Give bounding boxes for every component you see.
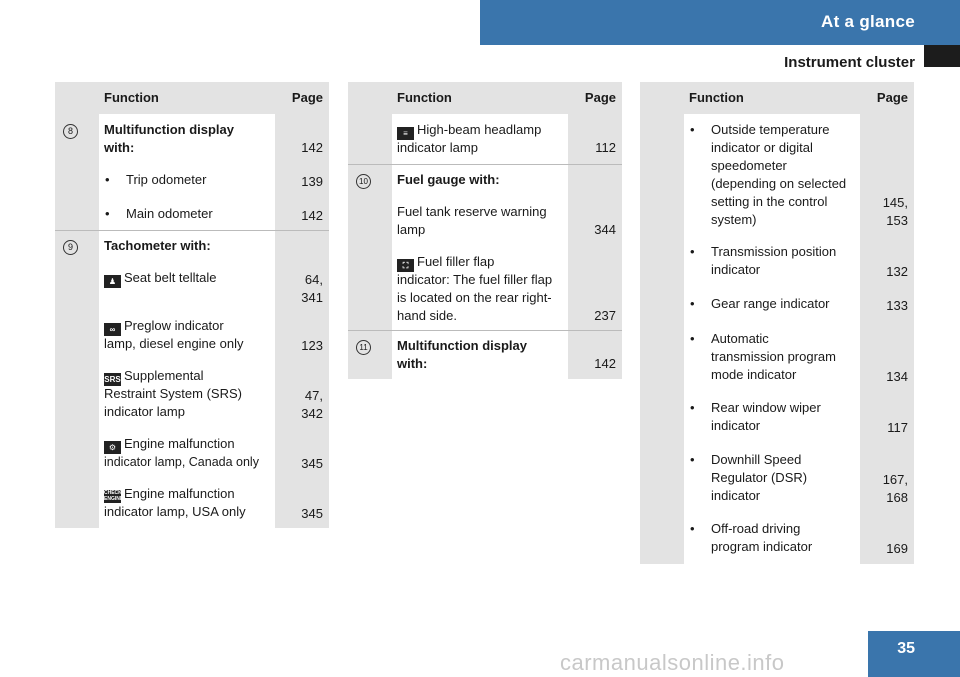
page-ref: 117 [887, 420, 908, 435]
list-item-line: Transmission position [711, 244, 837, 259]
list-item-line: system) [711, 212, 757, 227]
list-item-line: indicator [711, 488, 761, 503]
page-ref: 145, [882, 195, 908, 210]
bullet: • [105, 172, 110, 187]
page-cell [860, 114, 914, 564]
table-3 [640, 82, 914, 564]
page-ref: 344 [594, 222, 616, 237]
bullet: • [105, 206, 110, 221]
seatbelt-icon: ♟ [104, 275, 121, 288]
row-title: Multifunction display with: [104, 122, 234, 155]
list-item-line: indicator or digital [711, 140, 813, 155]
fuel-flap-entry: ⛶ Fuel filler flap [397, 253, 494, 272]
row-number-badge: 8 [63, 124, 78, 139]
list-item: Main odometer [126, 206, 213, 221]
bullet: • [690, 521, 695, 536]
list-item-line: indicator [711, 418, 761, 433]
column-page: Page [291, 90, 323, 105]
column-function: Function [104, 90, 159, 105]
row-number-badge: 11 [356, 340, 371, 355]
page-ref: 153 [886, 213, 908, 228]
page-ref: 133 [886, 298, 908, 313]
entry-line: hand side. [397, 308, 457, 323]
table-header [55, 82, 329, 114]
column-function: Function [689, 90, 744, 105]
glow-plug-icon: ∞ [104, 323, 121, 336]
list-item-line: Outside temperature [711, 122, 830, 137]
entry-line: Fuel tank reserve warning [397, 204, 547, 219]
watermark: carmanualsonline.info [560, 650, 785, 675]
row-number-badge: 10 [356, 174, 371, 189]
entry-line: indicator lamp [397, 140, 478, 155]
srs-entry: SRS Supplemental [104, 368, 204, 384]
page-number: 35 [897, 640, 915, 657]
page-ref: 142 [301, 208, 323, 223]
row-number-cell [55, 231, 99, 528]
list-item-line: Off-road driving [711, 521, 801, 536]
srs-icon: SRS [104, 375, 121, 384]
row-number-badge: 9 [63, 240, 78, 255]
seatbelt-entry: ♟ Seat belt telltale [104, 269, 217, 288]
list-item-line: setting in the control [711, 194, 828, 209]
page-ref: 142 [301, 140, 323, 155]
row-number-cell [348, 114, 392, 164]
function-cell [99, 231, 275, 528]
bullet: • [690, 452, 695, 467]
page-cell [275, 231, 329, 528]
bullet: • [690, 296, 695, 311]
check-engine-icon: CHECK ENGINE [104, 490, 124, 502]
high-beam-icon: ≡ [397, 127, 414, 140]
bullet: • [690, 122, 695, 137]
section-title: At a glance [821, 12, 915, 31]
entry-line: indicator lamp [104, 404, 185, 419]
column-function: Function [397, 90, 452, 105]
page-ref: 142 [594, 356, 616, 371]
row-title: Fuel gauge with: [397, 172, 500, 187]
bullet: • [690, 244, 695, 259]
list-item-line: Downhill Speed [711, 452, 802, 467]
page-ref: 342 [301, 406, 323, 421]
bullet: • [690, 331, 695, 346]
page-cell [568, 114, 622, 164]
entry-line: Restraint System (SRS) [104, 386, 242, 401]
list-item-line: Automatic [711, 331, 769, 346]
list-item-line: transmission program [711, 349, 836, 364]
table-1 [55, 82, 329, 528]
bullet: • [690, 400, 695, 415]
page-ref: 139 [301, 174, 323, 189]
page-ref: 64, [304, 272, 323, 287]
page-ref: 47, [304, 388, 323, 403]
list-item-line: (depending on selected [711, 176, 847, 191]
column-page: Page [876, 90, 908, 105]
row-number-cell [348, 165, 392, 330]
page-ref: 167, [882, 472, 908, 487]
fuel-pump-icon: ⛶ [397, 259, 414, 272]
page-ref: 123 [301, 338, 323, 353]
engine-usa-entry: CHECK ENGINEEngine malfunction [104, 486, 235, 502]
page-ref: 341 [301, 290, 323, 305]
page-ref: 345 [301, 456, 323, 471]
function-cell [684, 114, 860, 564]
row-title: Multifunction display [397, 338, 527, 353]
list-item-line: indicator [711, 262, 761, 277]
column-page: Page [584, 90, 616, 105]
page-cell [568, 165, 622, 330]
page-ref: 168 [886, 490, 908, 505]
page-cell [275, 114, 329, 230]
list-item-line: Rear window wiper [711, 400, 821, 415]
function-cell [392, 331, 568, 379]
list-item-line: program indicator [711, 539, 813, 554]
subsection-title: Instrument cluster [784, 54, 915, 71]
page-ref: 237 [594, 308, 616, 323]
page-ref: 345 [301, 506, 323, 521]
corner-marker [924, 45, 960, 67]
engine-icon: ⚙ [104, 441, 121, 454]
page-ref: 169 [886, 541, 908, 556]
row-number-cell [348, 331, 392, 379]
entry-line: indicator: The fuel filler flap [397, 272, 553, 287]
entry-line: lamp [397, 222, 426, 237]
list-item: Trip odometer [126, 172, 207, 187]
list-item-line: Regulator (DSR) [711, 470, 808, 485]
function-cell [392, 165, 568, 330]
function-cell [392, 114, 568, 164]
preglow-entry: ∞ Preglow indicator [104, 317, 224, 336]
row-number-cell [640, 114, 684, 564]
page-ref: 132 [886, 264, 908, 279]
list-item-line: speedometer [711, 158, 787, 173]
entry-line: indicator lamp, Canada only [104, 455, 259, 469]
page-ref: 134 [886, 369, 908, 384]
page-ref: 112 [595, 140, 616, 155]
function-cell [99, 114, 275, 230]
engine-canada-entry: ⚙ Engine malfunction [104, 435, 235, 454]
entry-line: lamp, diesel engine only [104, 336, 244, 351]
row-title: Tachometer with: [104, 238, 211, 253]
entry-line: indicator lamp, USA only [104, 504, 246, 519]
entry-line: is located on the rear right- [397, 290, 552, 305]
list-item-line: Gear range indicator [711, 296, 830, 311]
row-title: with: [397, 356, 428, 371]
list-item-line: mode indicator [711, 367, 797, 382]
table-header [640, 82, 914, 114]
high-beam-entry: ≡ High-beam headlamp [397, 121, 541, 140]
table-header [348, 82, 622, 114]
table-2 [348, 82, 622, 379]
row-number-cell [55, 114, 99, 230]
page-cell [568, 331, 622, 379]
